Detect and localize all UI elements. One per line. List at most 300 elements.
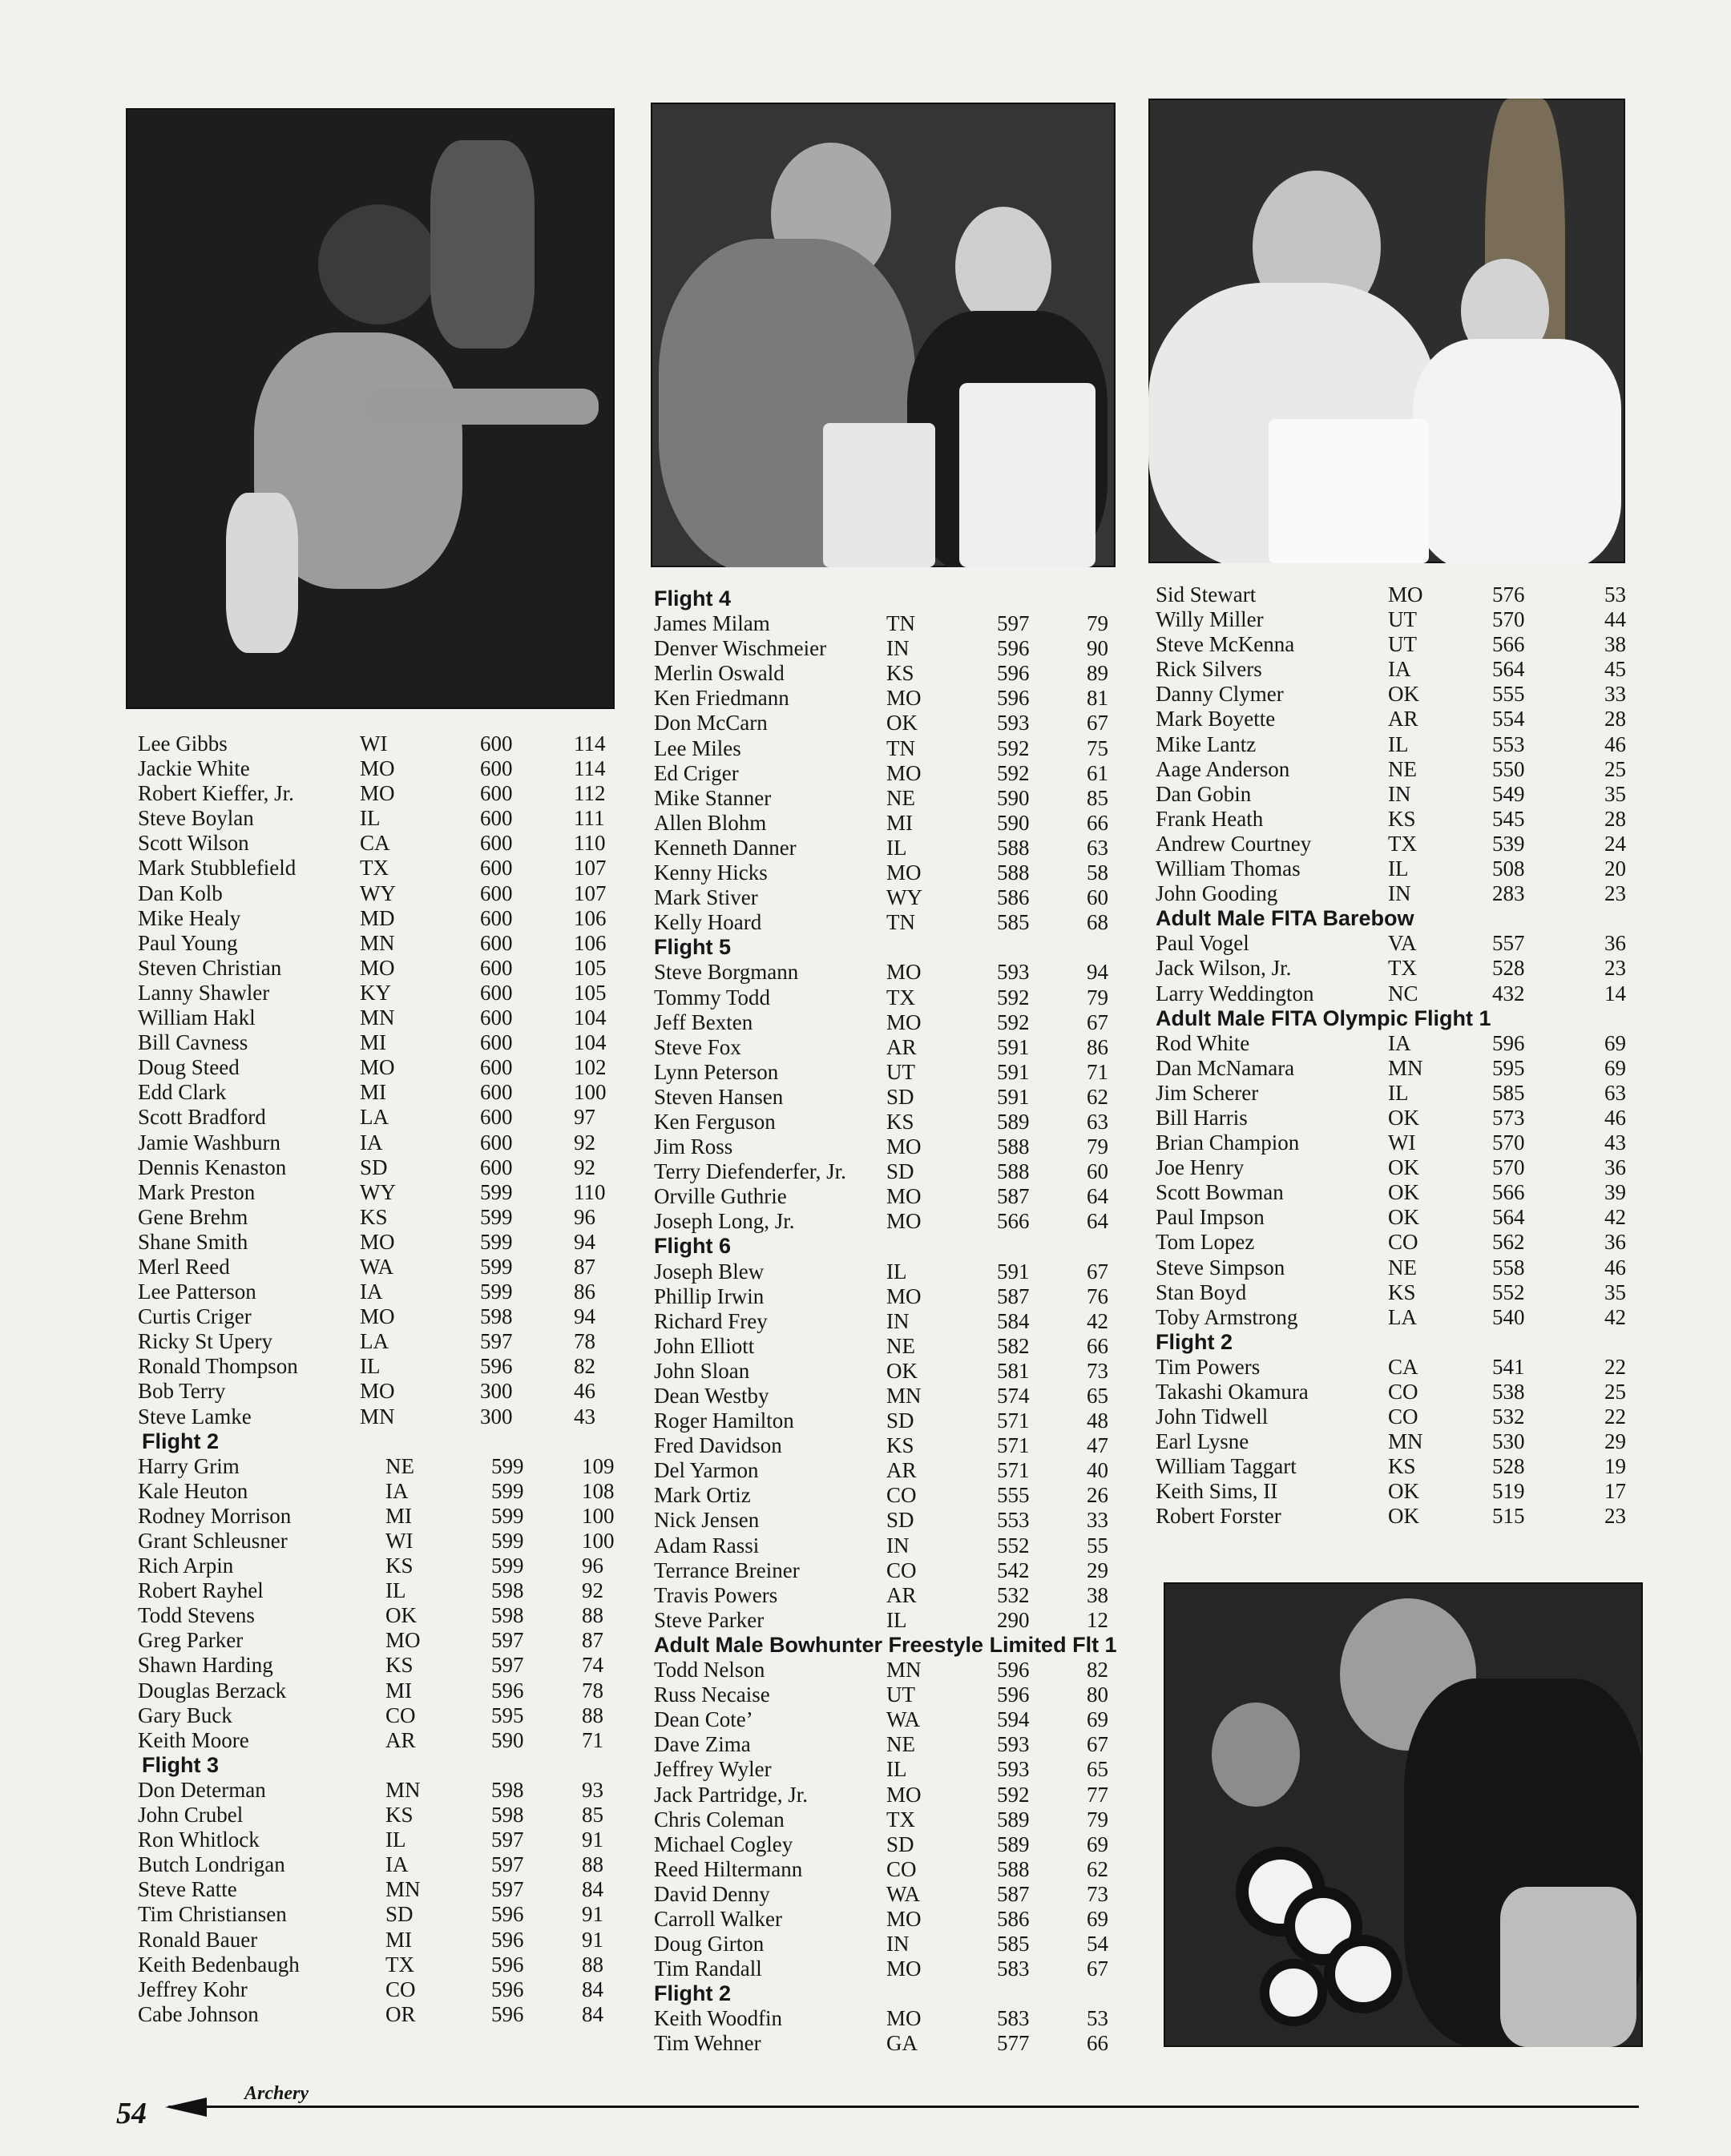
state-code: IN bbox=[886, 1533, 910, 1558]
state-code: MI bbox=[360, 1030, 386, 1055]
archer-name: Bill Harris bbox=[1156, 1105, 1248, 1130]
archer-name: Doug Steed bbox=[138, 1055, 240, 1080]
x-count: 107 bbox=[574, 856, 607, 881]
archer-name: Merlin Oswald bbox=[654, 661, 785, 686]
x-count: 78 bbox=[574, 1329, 595, 1354]
x-count: 54 bbox=[1087, 1932, 1108, 1957]
x-count: 12 bbox=[1087, 1607, 1108, 1632]
state-code: WI bbox=[360, 731, 388, 756]
state-code: MN bbox=[360, 1005, 395, 1030]
archer-name: Jackie White bbox=[138, 756, 250, 781]
state-code: MI bbox=[886, 810, 913, 835]
score: 599 bbox=[480, 1279, 513, 1304]
state-code: SD bbox=[360, 1155, 388, 1179]
result-row bbox=[651, 1707, 1148, 1732]
state-code: CO bbox=[385, 1977, 416, 2001]
score: 566 bbox=[997, 1209, 1030, 1234]
score: 600 bbox=[480, 980, 513, 1005]
archer-name: Tim Christiansen bbox=[138, 1902, 287, 1927]
result-row bbox=[126, 1653, 639, 1678]
score: 528 bbox=[1492, 1454, 1525, 1479]
state-code: IN bbox=[1388, 881, 1411, 906]
x-count: 80 bbox=[1087, 1682, 1108, 1707]
score: 541 bbox=[1492, 1354, 1525, 1379]
score: 600 bbox=[480, 756, 513, 781]
result-row bbox=[1152, 807, 1633, 832]
result-row bbox=[126, 1877, 639, 1902]
state-code: MI bbox=[385, 1678, 412, 1703]
score: 558 bbox=[1492, 1255, 1525, 1279]
result-row bbox=[651, 860, 1148, 885]
x-count: 22 bbox=[1604, 1354, 1626, 1379]
result-row bbox=[651, 711, 1148, 735]
score: 300 bbox=[480, 1379, 513, 1404]
state-code: TX bbox=[886, 985, 915, 1009]
x-count: 84 bbox=[582, 1877, 603, 1902]
result-row bbox=[651, 1010, 1148, 1035]
state-code: MO bbox=[886, 1957, 922, 1981]
score: 564 bbox=[1492, 1205, 1525, 1230]
score: 599 bbox=[491, 1503, 524, 1528]
result-row bbox=[126, 1977, 639, 2002]
result-row bbox=[651, 811, 1148, 836]
archer-name: John Gooding bbox=[1156, 881, 1278, 906]
score: 596 bbox=[480, 1354, 513, 1379]
state-code: KS bbox=[385, 1554, 414, 1578]
result-row bbox=[126, 1678, 639, 1703]
x-count: 29 bbox=[1604, 1429, 1626, 1454]
result-row bbox=[126, 1005, 639, 1030]
score: 597 bbox=[491, 1628, 524, 1653]
score: 588 bbox=[997, 835, 1030, 860]
result-row bbox=[126, 1803, 639, 1828]
archer-name: Russ Necaise bbox=[654, 1682, 770, 1707]
result-row bbox=[651, 1209, 1148, 1234]
archer-name: Ronald Thompson bbox=[138, 1354, 298, 1379]
x-count: 39 bbox=[1604, 1180, 1626, 1205]
score: 588 bbox=[997, 860, 1030, 885]
score: 554 bbox=[1492, 707, 1525, 731]
result-row bbox=[1152, 732, 1633, 757]
score: 593 bbox=[997, 711, 1030, 735]
x-count: 106 bbox=[574, 905, 607, 930]
x-count: 96 bbox=[582, 1554, 603, 1578]
result-row bbox=[651, 1110, 1148, 1134]
x-count: 43 bbox=[574, 1404, 595, 1429]
score: 538 bbox=[1492, 1380, 1525, 1404]
state-code: UT bbox=[886, 1059, 915, 1084]
score: 583 bbox=[997, 2006, 1030, 2031]
x-count: 94 bbox=[574, 1304, 595, 1329]
state-code: NE bbox=[886, 1732, 915, 1757]
result-row bbox=[1152, 1081, 1633, 1106]
state-code: CO bbox=[886, 1483, 917, 1508]
archer-name: Cabe Johnson bbox=[138, 2001, 259, 2026]
archer-name: William Thomas bbox=[1156, 856, 1301, 881]
score: 599 bbox=[480, 1254, 513, 1279]
archer-name: Chris Coleman bbox=[654, 1807, 785, 1832]
x-count: 63 bbox=[1604, 1080, 1626, 1105]
x-count: 79 bbox=[1087, 1807, 1108, 1832]
score: 555 bbox=[997, 1483, 1030, 1508]
score: 539 bbox=[1492, 831, 1525, 856]
state-code: KS bbox=[1388, 806, 1416, 831]
result-row bbox=[126, 1828, 639, 1852]
x-count: 88 bbox=[582, 1952, 603, 1977]
x-count: 111 bbox=[574, 806, 605, 831]
x-count: 73 bbox=[1087, 1358, 1108, 1383]
score: 596 bbox=[491, 1927, 524, 1952]
archer-name: Gary Buck bbox=[138, 1703, 232, 1727]
x-count: 67 bbox=[1087, 1957, 1108, 1981]
result-row bbox=[1152, 1355, 1633, 1380]
archer-name: Scott Bradford bbox=[138, 1105, 266, 1130]
state-code: TX bbox=[1388, 956, 1417, 981]
x-count: 82 bbox=[1087, 1658, 1108, 1682]
score: 532 bbox=[997, 1582, 1030, 1607]
archer-name: Jack Partridge, Jr. bbox=[654, 1782, 808, 1807]
state-code: NE bbox=[385, 1453, 414, 1478]
section-heading: Flight 6 bbox=[654, 1234, 731, 1259]
x-count: 48 bbox=[1087, 1408, 1108, 1433]
x-count: 23 bbox=[1604, 956, 1626, 981]
archer-name: Jim Ross bbox=[654, 1134, 733, 1159]
state-code: CO bbox=[1388, 1230, 1418, 1255]
section-heading: Flight 4 bbox=[654, 586, 731, 611]
archer-name: Dean Westby bbox=[654, 1384, 769, 1408]
x-count: 87 bbox=[582, 1628, 603, 1653]
result-row bbox=[1152, 856, 1633, 881]
score: 585 bbox=[997, 1932, 1030, 1957]
archer-name: Lanny Shawler bbox=[138, 980, 270, 1005]
x-count: 88 bbox=[582, 1703, 603, 1727]
result-row bbox=[126, 906, 639, 931]
result-row bbox=[651, 1334, 1148, 1359]
result-row bbox=[651, 1932, 1148, 1957]
archer-name: Allen Blohm bbox=[654, 810, 767, 835]
state-code: CA bbox=[1388, 1354, 1418, 1379]
result-row bbox=[126, 1928, 639, 1952]
state-code: OK bbox=[1388, 1155, 1419, 1180]
archer-name: Steve McKenna bbox=[1156, 632, 1295, 657]
x-count: 67 bbox=[1087, 711, 1108, 735]
result-row bbox=[1152, 956, 1633, 981]
archer-name: Don Determan bbox=[138, 1777, 266, 1802]
score: 528 bbox=[1492, 956, 1525, 981]
photo-man-and-girl bbox=[1148, 99, 1625, 563]
x-count: 33 bbox=[1087, 1508, 1108, 1533]
photo-man-with-targets bbox=[1164, 1582, 1643, 2047]
archer-name: Ronald Bauer bbox=[138, 1927, 258, 1952]
result-row bbox=[651, 1134, 1148, 1159]
archer-name: Adam Rassi bbox=[654, 1533, 760, 1558]
state-code: WY bbox=[886, 885, 922, 910]
archer-name: Nick Jensen bbox=[654, 1508, 760, 1533]
result-row bbox=[1152, 1479, 1633, 1504]
state-code: MO bbox=[886, 960, 922, 985]
archer-name: Rick Silvers bbox=[1156, 657, 1262, 682]
score: 283 bbox=[1492, 881, 1525, 906]
footer-rule bbox=[168, 2106, 1639, 2108]
state-code: NE bbox=[886, 1333, 915, 1358]
x-count: 63 bbox=[1087, 835, 1108, 860]
state-code: MO bbox=[886, 1209, 922, 1234]
x-count: 36 bbox=[1604, 1155, 1626, 1180]
score: 597 bbox=[491, 1877, 524, 1902]
x-count: 106 bbox=[574, 930, 607, 955]
archer-name: Brian Champion bbox=[1156, 1130, 1300, 1155]
score: 508 bbox=[1492, 856, 1525, 881]
state-code: IA bbox=[360, 1279, 383, 1304]
score: 590 bbox=[997, 810, 1030, 835]
archer-name: Richard Frey bbox=[654, 1308, 768, 1333]
x-count: 35 bbox=[1604, 1279, 1626, 1304]
x-count: 35 bbox=[1604, 781, 1626, 806]
archer-name: Grant Schleusner bbox=[138, 1529, 288, 1553]
archer-name: Kenny Hicks bbox=[654, 860, 768, 885]
state-code: KS bbox=[1388, 1454, 1416, 1479]
result-row bbox=[651, 661, 1148, 686]
state-code: UT bbox=[1388, 632, 1417, 657]
archer-name: Jamie Washburn bbox=[138, 1130, 281, 1155]
state-code: MO bbox=[886, 1009, 922, 1034]
archer-name: Paul Young bbox=[138, 930, 238, 955]
result-row bbox=[126, 1230, 639, 1255]
archer-name: Paul Vogel bbox=[1156, 931, 1249, 956]
result-row bbox=[651, 1384, 1148, 1408]
archer-name: Steve Lamke bbox=[138, 1404, 252, 1429]
state-code: OK bbox=[1388, 1105, 1419, 1130]
score: 549 bbox=[1492, 781, 1525, 806]
x-count: 105 bbox=[574, 955, 607, 980]
result-row bbox=[651, 1159, 1148, 1184]
archer-name: Shawn Harding bbox=[138, 1653, 273, 1678]
score: 571 bbox=[997, 1408, 1030, 1433]
state-code: MO bbox=[360, 781, 395, 806]
score: 596 bbox=[997, 686, 1030, 711]
score: 600 bbox=[480, 1030, 513, 1055]
score: 592 bbox=[997, 1009, 1030, 1034]
x-count: 112 bbox=[574, 781, 606, 806]
result-row bbox=[126, 831, 639, 856]
score: 585 bbox=[1492, 1080, 1525, 1105]
state-code: TN bbox=[886, 735, 915, 760]
archer-name: Jeffrey Kohr bbox=[138, 1977, 248, 2001]
x-count: 36 bbox=[1604, 1230, 1626, 1255]
state-code: CO bbox=[886, 1558, 917, 1582]
state-code: LA bbox=[360, 1105, 389, 1130]
score: 590 bbox=[997, 785, 1030, 810]
score: 589 bbox=[997, 1109, 1030, 1134]
result-row bbox=[1152, 657, 1633, 682]
score: 553 bbox=[997, 1508, 1030, 1533]
score: 598 bbox=[491, 1803, 524, 1828]
score: 552 bbox=[1492, 1279, 1525, 1304]
archer-name: Ken Friedmann bbox=[654, 686, 789, 711]
result-row bbox=[651, 2006, 1148, 2031]
state-code: SD bbox=[886, 1084, 914, 1109]
result-row bbox=[651, 1483, 1148, 1508]
x-count: 91 bbox=[582, 1927, 603, 1952]
score: 596 bbox=[491, 1952, 524, 1977]
section-heading: Adult Male FITA Olympic Flight 1 bbox=[1156, 1005, 1491, 1030]
state-code: IL bbox=[1388, 856, 1409, 881]
archer-name: Doug Girton bbox=[654, 1932, 765, 1957]
x-count: 71 bbox=[582, 1727, 603, 1752]
state-code: MN bbox=[385, 1877, 421, 1902]
score: 573 bbox=[1492, 1105, 1525, 1130]
x-count: 46 bbox=[574, 1379, 595, 1404]
archer-name: Mark Stiver bbox=[654, 885, 758, 910]
state-code: WA bbox=[886, 1707, 920, 1732]
state-code: NE bbox=[886, 785, 915, 810]
archer-name: Ken Ferguson bbox=[654, 1109, 776, 1134]
score: 600 bbox=[480, 1005, 513, 1030]
score: 581 bbox=[997, 1358, 1030, 1383]
score: 564 bbox=[1492, 657, 1525, 682]
state-code: TN bbox=[886, 910, 915, 935]
archer-name: Dan Gobin bbox=[1156, 781, 1252, 806]
x-count: 73 bbox=[1087, 1881, 1108, 1906]
result-row bbox=[651, 885, 1148, 910]
x-count: 97 bbox=[574, 1105, 595, 1130]
result-row bbox=[651, 1035, 1148, 1060]
state-code: MO bbox=[886, 1184, 922, 1209]
x-count: 65 bbox=[1087, 1384, 1108, 1408]
state-code: MI bbox=[360, 1080, 386, 1105]
x-count: 17 bbox=[1604, 1479, 1626, 1504]
state-code: MO bbox=[360, 1304, 395, 1329]
archer-name: Tim Powers bbox=[1156, 1354, 1261, 1379]
score: 545 bbox=[1492, 806, 1525, 831]
result-row bbox=[126, 1504, 639, 1529]
result-row bbox=[126, 1479, 639, 1504]
result-row bbox=[651, 1957, 1148, 1981]
result-row bbox=[651, 1882, 1148, 1907]
state-code: NE bbox=[1388, 1255, 1417, 1279]
x-count: 69 bbox=[1604, 1055, 1626, 1080]
x-count: 100 bbox=[582, 1529, 615, 1553]
state-code: KS bbox=[385, 1653, 414, 1678]
result-row bbox=[126, 1080, 639, 1105]
results-column-right bbox=[1152, 582, 1633, 1529]
score: 592 bbox=[997, 1782, 1030, 1807]
score: 592 bbox=[997, 760, 1030, 785]
archer-name: Rod White bbox=[1156, 1030, 1250, 1055]
result-row bbox=[1152, 1106, 1633, 1130]
x-count: 58 bbox=[1087, 860, 1108, 885]
result-row bbox=[126, 1952, 639, 1977]
archer-name: Willy Miller bbox=[1156, 607, 1264, 632]
archer-name: Ed Criger bbox=[654, 760, 739, 785]
result-row bbox=[1152, 1504, 1633, 1529]
x-count: 67 bbox=[1087, 1259, 1108, 1284]
x-count: 94 bbox=[574, 1229, 595, 1254]
state-code: MN bbox=[886, 1384, 922, 1408]
archer-name: Steve Simpson bbox=[1156, 1255, 1285, 1279]
x-count: 64 bbox=[1087, 1209, 1108, 1234]
archer-name: Denver Wischmeier bbox=[654, 636, 827, 661]
archer-name: William Taggart bbox=[1156, 1454, 1297, 1479]
archer-name: Steve Fox bbox=[654, 1034, 741, 1059]
state-code: IL bbox=[886, 835, 907, 860]
x-count: 84 bbox=[582, 2001, 603, 2026]
score: 600 bbox=[480, 1080, 513, 1105]
score: 597 bbox=[491, 1852, 524, 1877]
state-code: TN bbox=[886, 611, 915, 636]
archer-name: Orville Guthrie bbox=[654, 1184, 787, 1209]
result-row bbox=[651, 1558, 1148, 1583]
section-heading: Adult Male FITA Barebow bbox=[1156, 906, 1414, 931]
archer-name: Robert Rayhel bbox=[138, 1578, 264, 1603]
result-row bbox=[126, 1379, 639, 1404]
archer-name: Mark Stubblefield bbox=[138, 856, 297, 881]
state-code: SD bbox=[886, 1832, 914, 1856]
state-code: OK bbox=[1388, 682, 1419, 707]
score: 600 bbox=[480, 1130, 513, 1155]
x-count: 71 bbox=[1087, 1059, 1108, 1084]
score: 519 bbox=[1492, 1479, 1525, 1504]
score: 592 bbox=[997, 735, 1030, 760]
result-row bbox=[126, 806, 639, 831]
x-count: 96 bbox=[574, 1204, 595, 1229]
section-heading: Flight 2 bbox=[654, 1981, 731, 2006]
x-count: 100 bbox=[574, 1080, 607, 1105]
score: 591 bbox=[997, 1084, 1030, 1109]
score: 566 bbox=[1492, 632, 1525, 657]
state-code: LA bbox=[360, 1329, 389, 1354]
archer-name: David Denny bbox=[654, 1881, 770, 1906]
result-row bbox=[651, 1433, 1148, 1458]
x-count: 102 bbox=[574, 1055, 607, 1080]
result-row bbox=[126, 1628, 639, 1653]
state-code: IA bbox=[1388, 657, 1411, 682]
section-heading: Flight 3 bbox=[142, 1752, 219, 1777]
result-row bbox=[651, 1857, 1148, 1882]
x-count: 74 bbox=[582, 1653, 603, 1678]
x-count: 45 bbox=[1604, 657, 1626, 682]
score: 591 bbox=[997, 1259, 1030, 1284]
state-code: KS bbox=[886, 1433, 914, 1458]
archer-name: Keith Bedenbaugh bbox=[138, 1952, 300, 1977]
state-code: IN bbox=[886, 636, 910, 661]
state-code: MO bbox=[886, 860, 922, 885]
result-row bbox=[126, 1105, 639, 1130]
state-code: MD bbox=[360, 905, 395, 930]
result-row bbox=[1152, 881, 1633, 906]
result-row bbox=[1152, 1305, 1633, 1330]
state-code: UT bbox=[1388, 607, 1417, 632]
x-count: 104 bbox=[574, 1005, 607, 1030]
x-count: 89 bbox=[1087, 661, 1108, 686]
archer-name: Lee Gibbs bbox=[138, 731, 228, 756]
archer-name: Rodney Morrison bbox=[138, 1503, 292, 1528]
score: 571 bbox=[997, 1458, 1030, 1483]
result-row bbox=[651, 1184, 1148, 1209]
archer-name: Kenneth Danner bbox=[654, 835, 797, 860]
result-row bbox=[126, 1902, 639, 1927]
result-row bbox=[1152, 1031, 1633, 1056]
x-count: 110 bbox=[574, 831, 606, 856]
score: 570 bbox=[1492, 1155, 1525, 1180]
result-row bbox=[1152, 632, 1633, 657]
state-code: KS bbox=[385, 1803, 414, 1828]
archer-name: William Hakl bbox=[138, 1005, 256, 1030]
archer-name: Earl Lysne bbox=[1156, 1429, 1249, 1454]
x-count: 76 bbox=[1087, 1284, 1108, 1308]
archer-name: Frank Heath bbox=[1156, 806, 1264, 831]
result-row bbox=[1152, 1404, 1633, 1429]
